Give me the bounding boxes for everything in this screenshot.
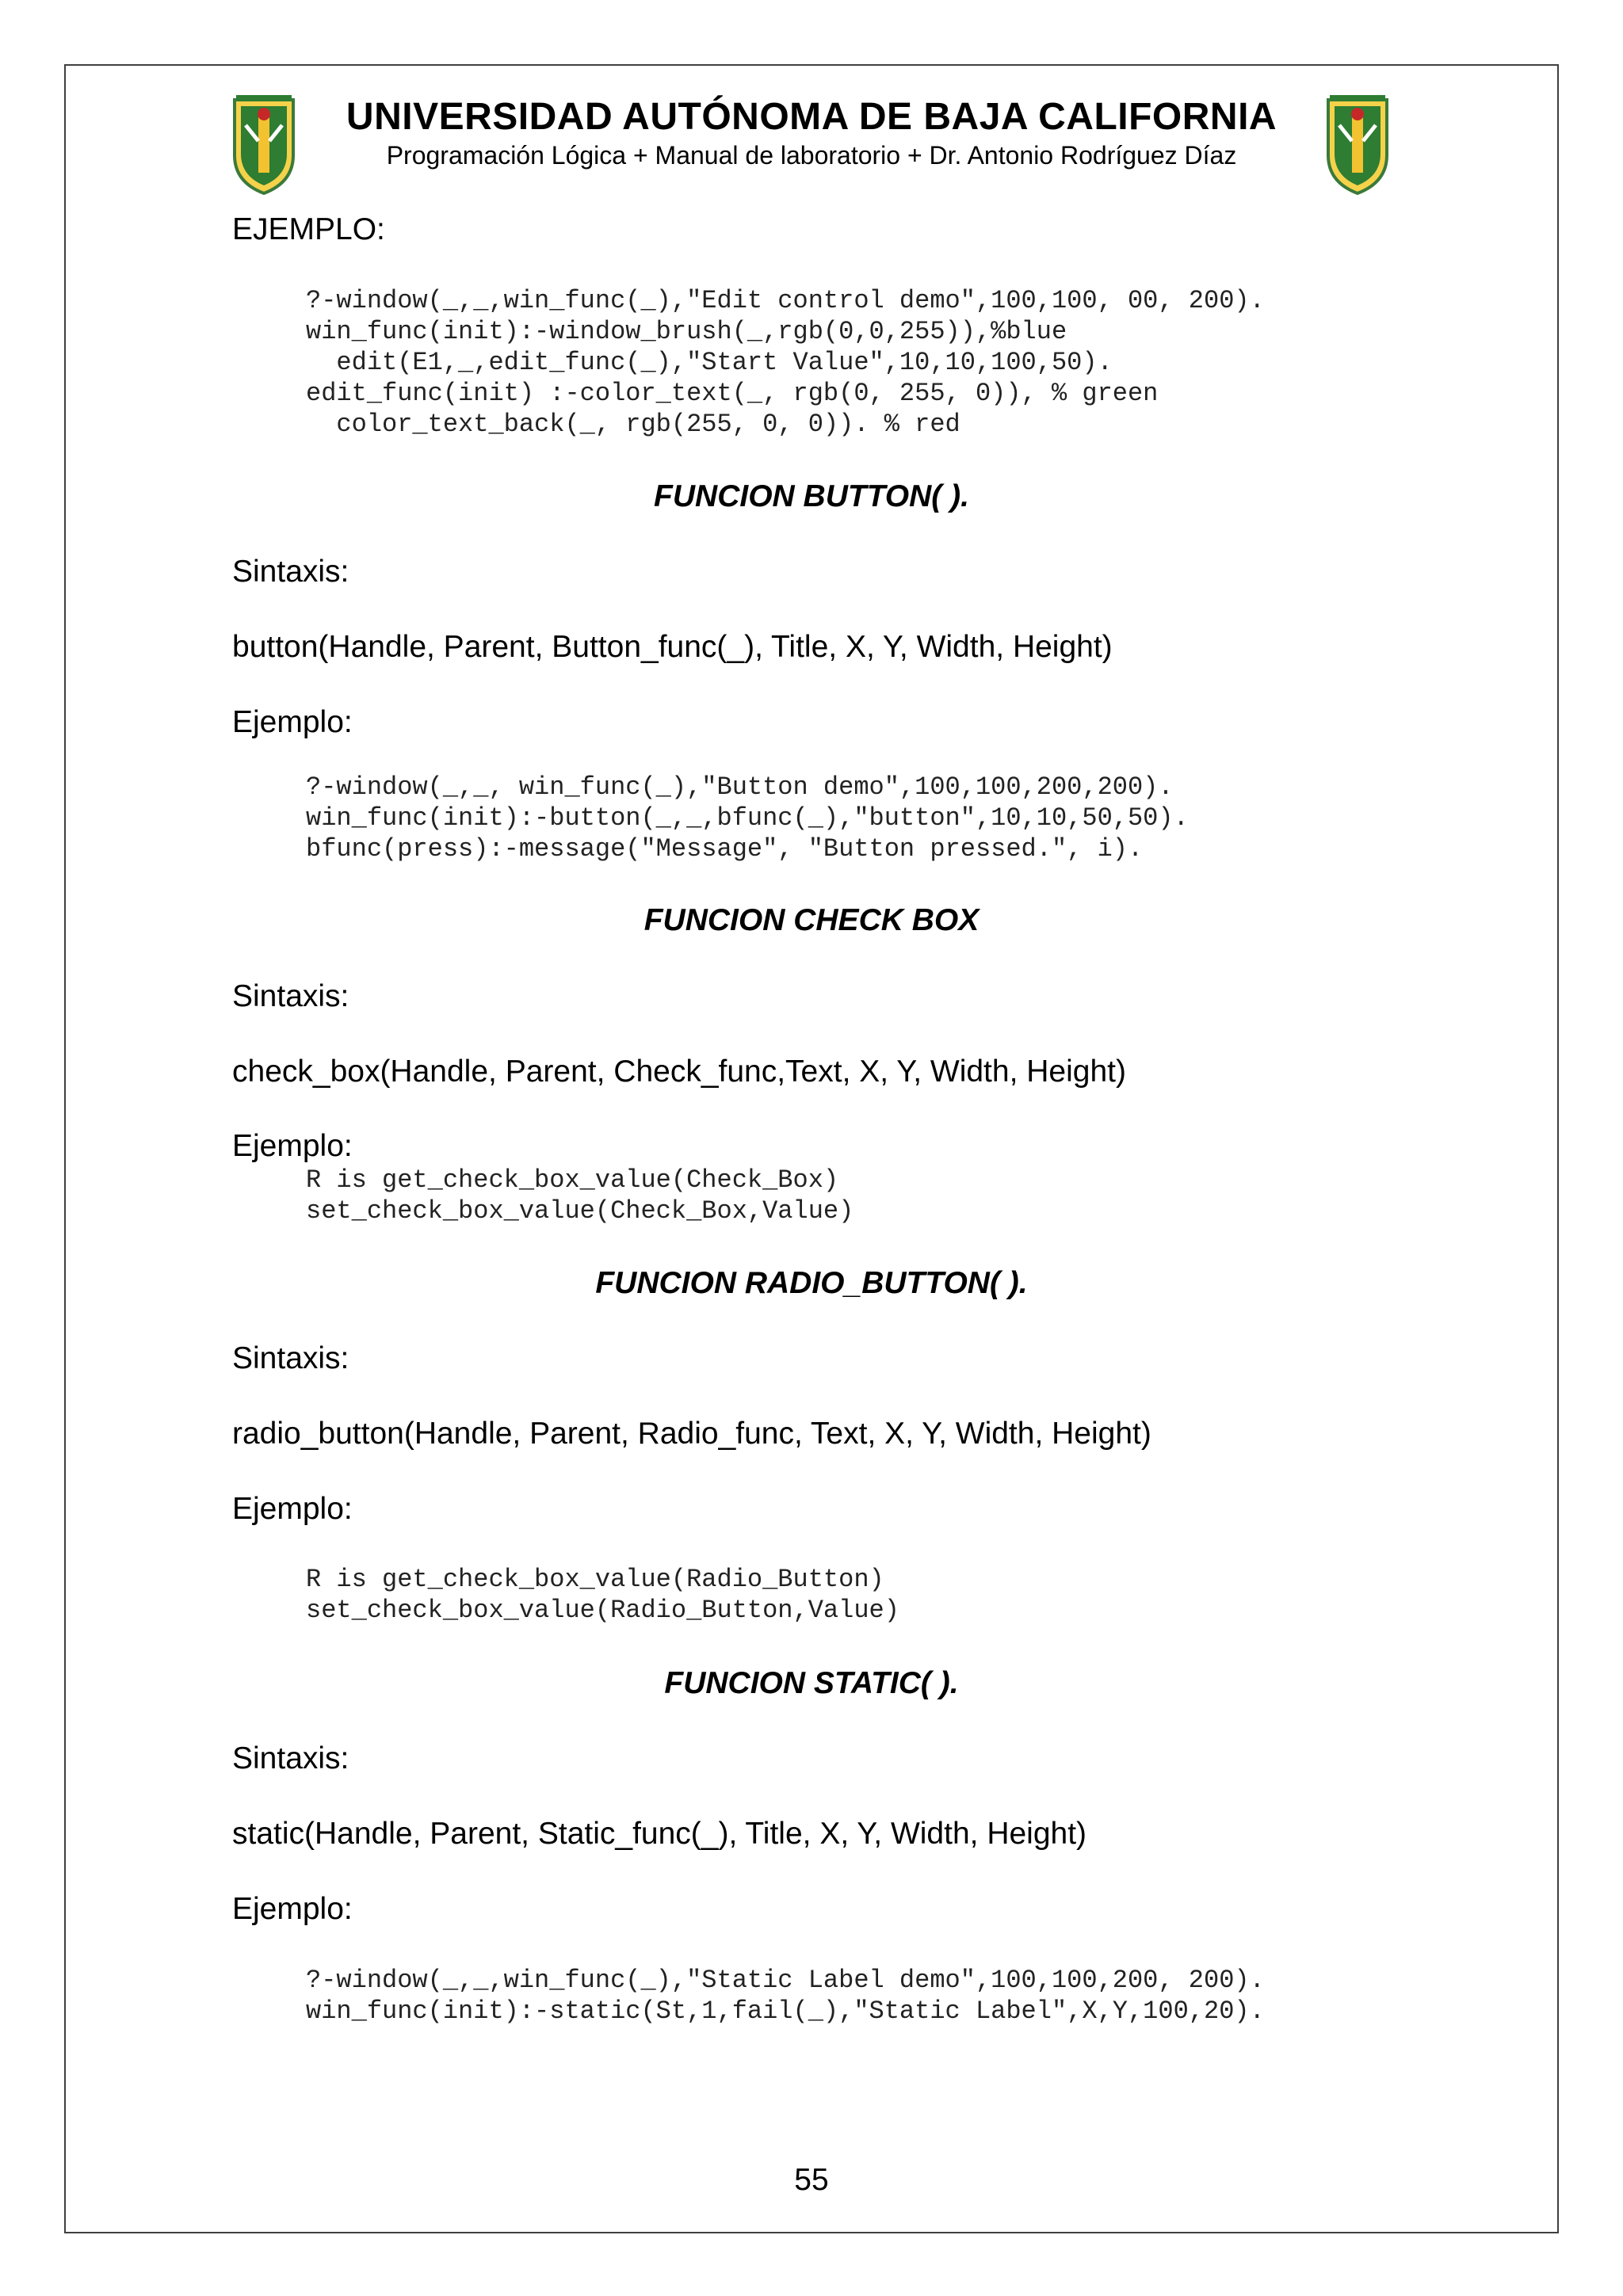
page-number: 55 (794, 2163, 829, 2197)
code-line: edit(E1,_,edit_func(_),"Start Value",10,10,100,50). (306, 348, 1113, 377)
header-title: UNIVERSIDAD AUTÓNOMA DE BAJA CALIFORNIA (346, 96, 1277, 138)
code-line: edit_func(init) :-color_text(_, rgb(0, 255, 0)), % green (306, 379, 1159, 408)
syntax-signature: check_box(Handle, Parent, Check_func,Text, X, Y, Width, Height) (232, 1055, 1126, 1089)
code-line: color_text_back(_, rgb(255, 0, 0)). % red (306, 410, 960, 439)
header-subtitle: Programación Lógica + Manual de laboratorio + Dr. Antonio Rodríguez Díaz (386, 141, 1237, 170)
code-line: win_func(init):-window_brush(_,rgb(0,0,255)),%blue (306, 317, 1067, 346)
syntax-label: Sintaxis: (232, 979, 349, 1013)
example-label: EJEMPLO: (232, 212, 385, 246)
syntax-signature: button(Handle, Parent, Button_func(_), Title, X, Y, Width, Height) (232, 630, 1113, 664)
syntax-label: Sintaxis: (232, 1341, 349, 1375)
code-line: R is get_check_box_value(Check_Box) (306, 1165, 839, 1195)
section-heading: FUNCION STATIC( ). (664, 1666, 959, 1700)
example-label: Ejemplo: (232, 705, 353, 739)
example-label: Ejemplo: (232, 1129, 353, 1163)
syntax-label: Sintaxis: (232, 1741, 349, 1775)
section-heading: FUNCION BUTTON( ). (654, 479, 969, 513)
code-block (306, 1564, 899, 1626)
section-heading: FUNCION RADIO_BUTTON( ). (595, 1266, 1028, 1300)
code-line: ?-window(_,_,win_func(_),"Edit control demo",100,100, 00, 200). (306, 286, 1265, 315)
code-line: set_check_box_value(Radio_Button,Value) (306, 1596, 899, 1625)
syntax-label: Sintaxis: (232, 555, 349, 589)
section-heading: FUNCION CHECK BOX (643, 903, 980, 937)
code-block (306, 1165, 854, 1226)
code-line: ?-window(_,_, win_func(_),"Button demo",100,100,200,200). (306, 772, 1174, 802)
code-block (306, 285, 1265, 440)
code-block (306, 772, 1189, 864)
code-line: ?-window(_,_,win_func(_),"Static Label demo",100,100,200, 200). (306, 1966, 1265, 1995)
code-line: win_func(init):-static(St,1,fail(_),"Static Label",X,Y,100,20). (306, 1997, 1265, 2026)
code-line: R is get_check_box_value(Radio_Button) (306, 1565, 884, 1594)
code-line: set_check_box_value(Check_Box,Value) (306, 1196, 854, 1226)
code-line: win_func(init):-button(_,_,bfunc(_),"button",10,10,50,50). (306, 803, 1189, 833)
code-line: bfunc(press):-message("Message", "Button pressed.", i). (306, 834, 1144, 864)
code-block (306, 1965, 1265, 2027)
syntax-signature: static(Handle, Parent, Static_func(_), Title, X, Y, Width, Height) (232, 1817, 1087, 1851)
example-label: Ejemplo: (232, 1892, 353, 1926)
syntax-signature: radio_button(Handle, Parent, Radio_func, Text, X, Y, Width, Height) (232, 1417, 1151, 1451)
example-label: Ejemplo: (232, 1492, 353, 1526)
